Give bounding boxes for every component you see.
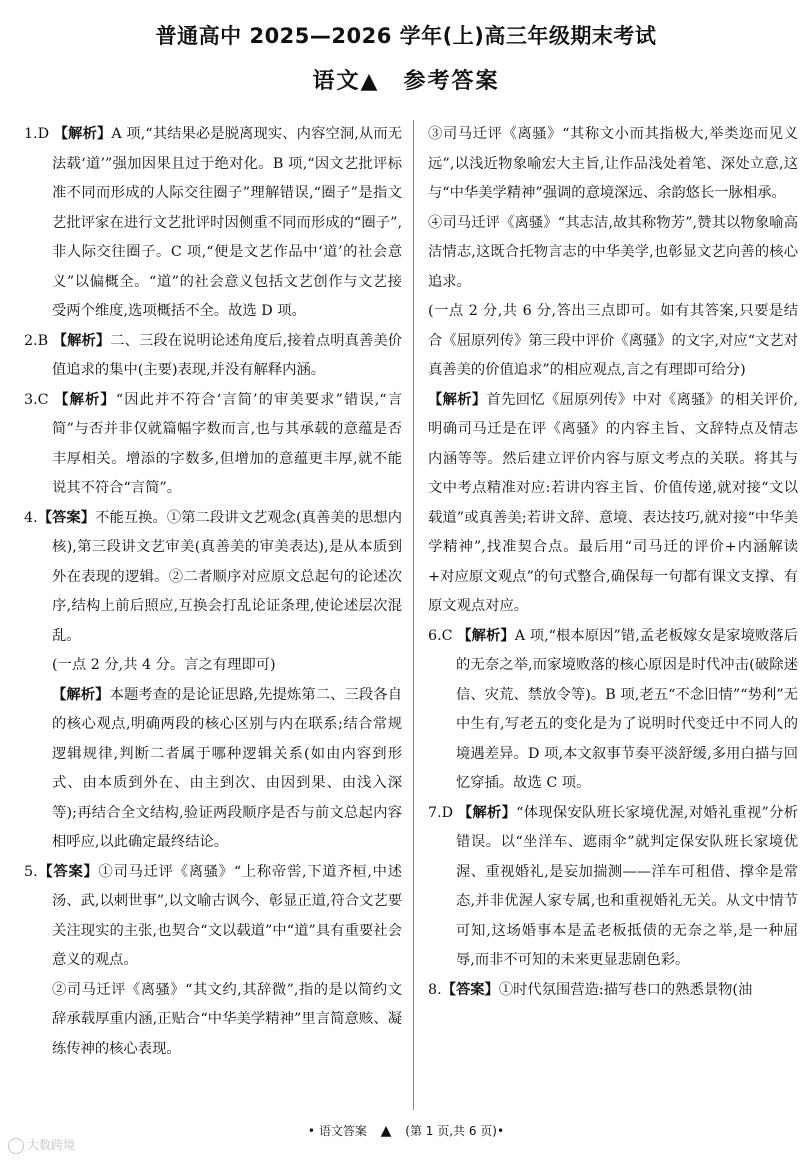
answer-5-point-4: ④司马迁评《离骚》“其志洁,故其称物芳”,赞其以物象喻高洁情志,这既合托物言志的中华美学,也彰显文艺向善的核心追求。 xyxy=(428,214,798,290)
watermark-logo-icon xyxy=(8,1138,24,1154)
answer-number: 5. xyxy=(24,863,38,880)
answer-5-point-3: ③司马迁评《离骚》“其称文小而其指极大,举类迩而见义远”,以浅近物象喻宏大主旨,让作品浅处着笔、深处立意,这与“中华美学精神”强调的意境深远、余韵悠长一脉相承。 xyxy=(428,126,798,201)
answer-text: ①时代氛围营造:描写巷口的熟悉景物(油 xyxy=(498,981,753,998)
answer-text: ①司马迁评《离骚》“上称帝喾,下道齐桓,中述汤、武,以刺世事”,以文喻古讽今、彰显正道,符合文艺要关注现实的主张,也契合“文以载道”中“道”具有重要社会意义的观点。 xyxy=(52,863,402,968)
answer-6 xyxy=(428,622,798,799)
page-footer xyxy=(0,1122,812,1139)
footer-subject: • 语文答案 xyxy=(307,1124,367,1138)
analysis-tag: 【解析】 xyxy=(457,627,515,644)
answer-5-point-2: ②司马迁评《离骚》“其文约,其辞微”,指的是以简约文辞承载厚重内涵,正贴合“中华美学精神”里言简意赅、凝练传神的核心表现。 xyxy=(52,981,402,1057)
answer-tag: 【答案】 xyxy=(37,863,99,880)
analysis-text: 首先回忆《屈原列传》中对《离骚》的相关评价,明确司马迁是在评《离骚》的内容主旨、文辞特点及情志内涵等等。然后建立评价内容与原文考点的关联。将其与文中考点精准对应:若讲内容主旨、价值传递,就对接“文以载道”或真善美;若讲文辞、意境、表达技巧,就对接“中华美学精神”,找准契合点。最后用“司马迁的评价+内涵解读+对应原文观点”的句式整合,确保每一句都有课文支撑、有原文观点对应。 xyxy=(428,391,798,614)
answer-8 xyxy=(428,976,798,1006)
answer-4 xyxy=(24,504,402,652)
page-title: 普通高中 2025—2026 学年(上)高三年级期末考试 xyxy=(155,24,657,48)
answer-number: 6.C xyxy=(428,627,453,644)
answer-1 xyxy=(24,120,402,327)
answer-text: “体现保安队班长家境优渥,对婚礼重视”分析错误。以“坐洋车、遮雨伞”就判定保安队班长家境优渥、重视婚礼,是妄加揣测——洋车可租借、撑伞是常态,并非优渥人家专属,也和重视婚礼无关。从文中情节可知,这场婚事本是孟老板抵债的无奈之举,是一种屈辱,而非不可知的未来更显悲剧色彩。 xyxy=(456,804,798,968)
answer-number: 8. xyxy=(428,981,442,998)
right-column xyxy=(428,120,798,1115)
answer-text: A 项,“其结果必是脱离现实、内容空洞,从而无法载‘道’”强加因果且过于绝对化。B 项,“因文艺批评标准不同而形成的人际交往圈子”理解错误,“圈子”是指文艺批评家在进行文艺批评时因侧重不同而形成的“圈子”,非人际交往圈子。C 项,“便是文艺作品中‘道’的社会意义”以偏概全。“道”的社会意义包括文艺创作与文艺接受两个维度,选项概括不全。故选 D 项。 xyxy=(52,126,402,319)
answer-text: A 项,“根本原因”错,孟老板嫁女是家境败落后的无奈之举,而家境败落的核心原因是时代冲击(破除迷信、灾荒、禁放令等)。B 项,老五“不念旧情”“势利”无中生有,写老五的变化是为了说明时代变迁中不同人的境遇差异。D 项,本文叙事节奏平淡舒缓,多用白描与回忆穿插。故选 C 项。 xyxy=(456,627,798,791)
analysis-tag: 【解析】 xyxy=(53,126,112,142)
answer-number: 3.C xyxy=(24,391,49,408)
answer-number: 4. xyxy=(24,509,38,526)
watermark xyxy=(8,1136,75,1154)
analysis-tag: 【解析】 xyxy=(428,391,487,408)
answer-number: 2.B xyxy=(24,332,49,349)
page-subtitle: 语文▲ 参考答案 xyxy=(312,69,500,94)
watermark-text: 大数跨境 xyxy=(27,1138,76,1152)
answer-3 xyxy=(24,386,402,504)
triangle-icon: ▲ xyxy=(380,1123,392,1139)
answer-2 xyxy=(24,327,402,386)
answer-7 xyxy=(428,799,798,976)
score-note: (一点 2 分,共 4 分。言之有理即可) xyxy=(52,657,276,673)
left-column xyxy=(24,120,402,1115)
answer-text: “因此并不符合‘言简’的审美要求”错误,“言简”与否并非仅就篇幅字数而言,也与其承载的意蕴是否丰厚相关。增添的字数多,但增加的意蕴更丰厚,就不能说其不符合“言简”。 xyxy=(52,391,402,496)
analysis-4 xyxy=(24,681,402,858)
answer-text: 不能互换。①第二段讲文艺观念(真善美的思想内核),第三段讲文艺审美(真善美的审美表达),是从本质到外在表现的逻辑。②二者顺序对应原文总起句的论述次序,结构上前后照应,互换会打乱论证条理,使论述层次混乱。 xyxy=(52,509,402,644)
answer-number: 7.D xyxy=(428,804,454,821)
analysis-tag: 【解析】 xyxy=(52,332,111,349)
answer-5 xyxy=(24,858,402,976)
column-divider xyxy=(413,120,414,1110)
score-note: (一点 2 分,共 6 分,答出三点即可。如有其答案,只要是结合《屈原列传》第三段中评价《离骚》的文字,对应“文艺对真善美的价值追求”的相应观点,言之有理即可给分) xyxy=(428,303,798,378)
analysis-text: 本题考查的是论证思路,先提炼第二、三段各自的核心观点,明确两段的核心区别与内在联系;结合常规逻辑规律,判断二者属于哪种逻辑关系(如由内容到形式、由本质到外在、由主到次、由因到果、由浅入深等);再结合全文结构,验证两段顺序是否与前文总起内容相呼应,以此确定最终结论。 xyxy=(52,686,402,850)
footer-page-number: (第 1 页,共 6 页)• xyxy=(405,1124,505,1138)
analysis-tag: 【解析】 xyxy=(457,804,517,821)
answer-tag: 【答案】 xyxy=(441,981,499,998)
analysis-tag: 【解析】 xyxy=(52,686,110,703)
analysis-5 xyxy=(428,386,798,622)
answer-number: 1.D xyxy=(24,126,50,142)
analysis-tag: 【解析】 xyxy=(54,391,116,408)
answer-tag: 【答案】 xyxy=(37,509,96,526)
answer-text: 二、三段在说明论述角度后,接着点明真善美价值追求的集中(主要)表现,并没有解释内涵。 xyxy=(52,332,402,378)
